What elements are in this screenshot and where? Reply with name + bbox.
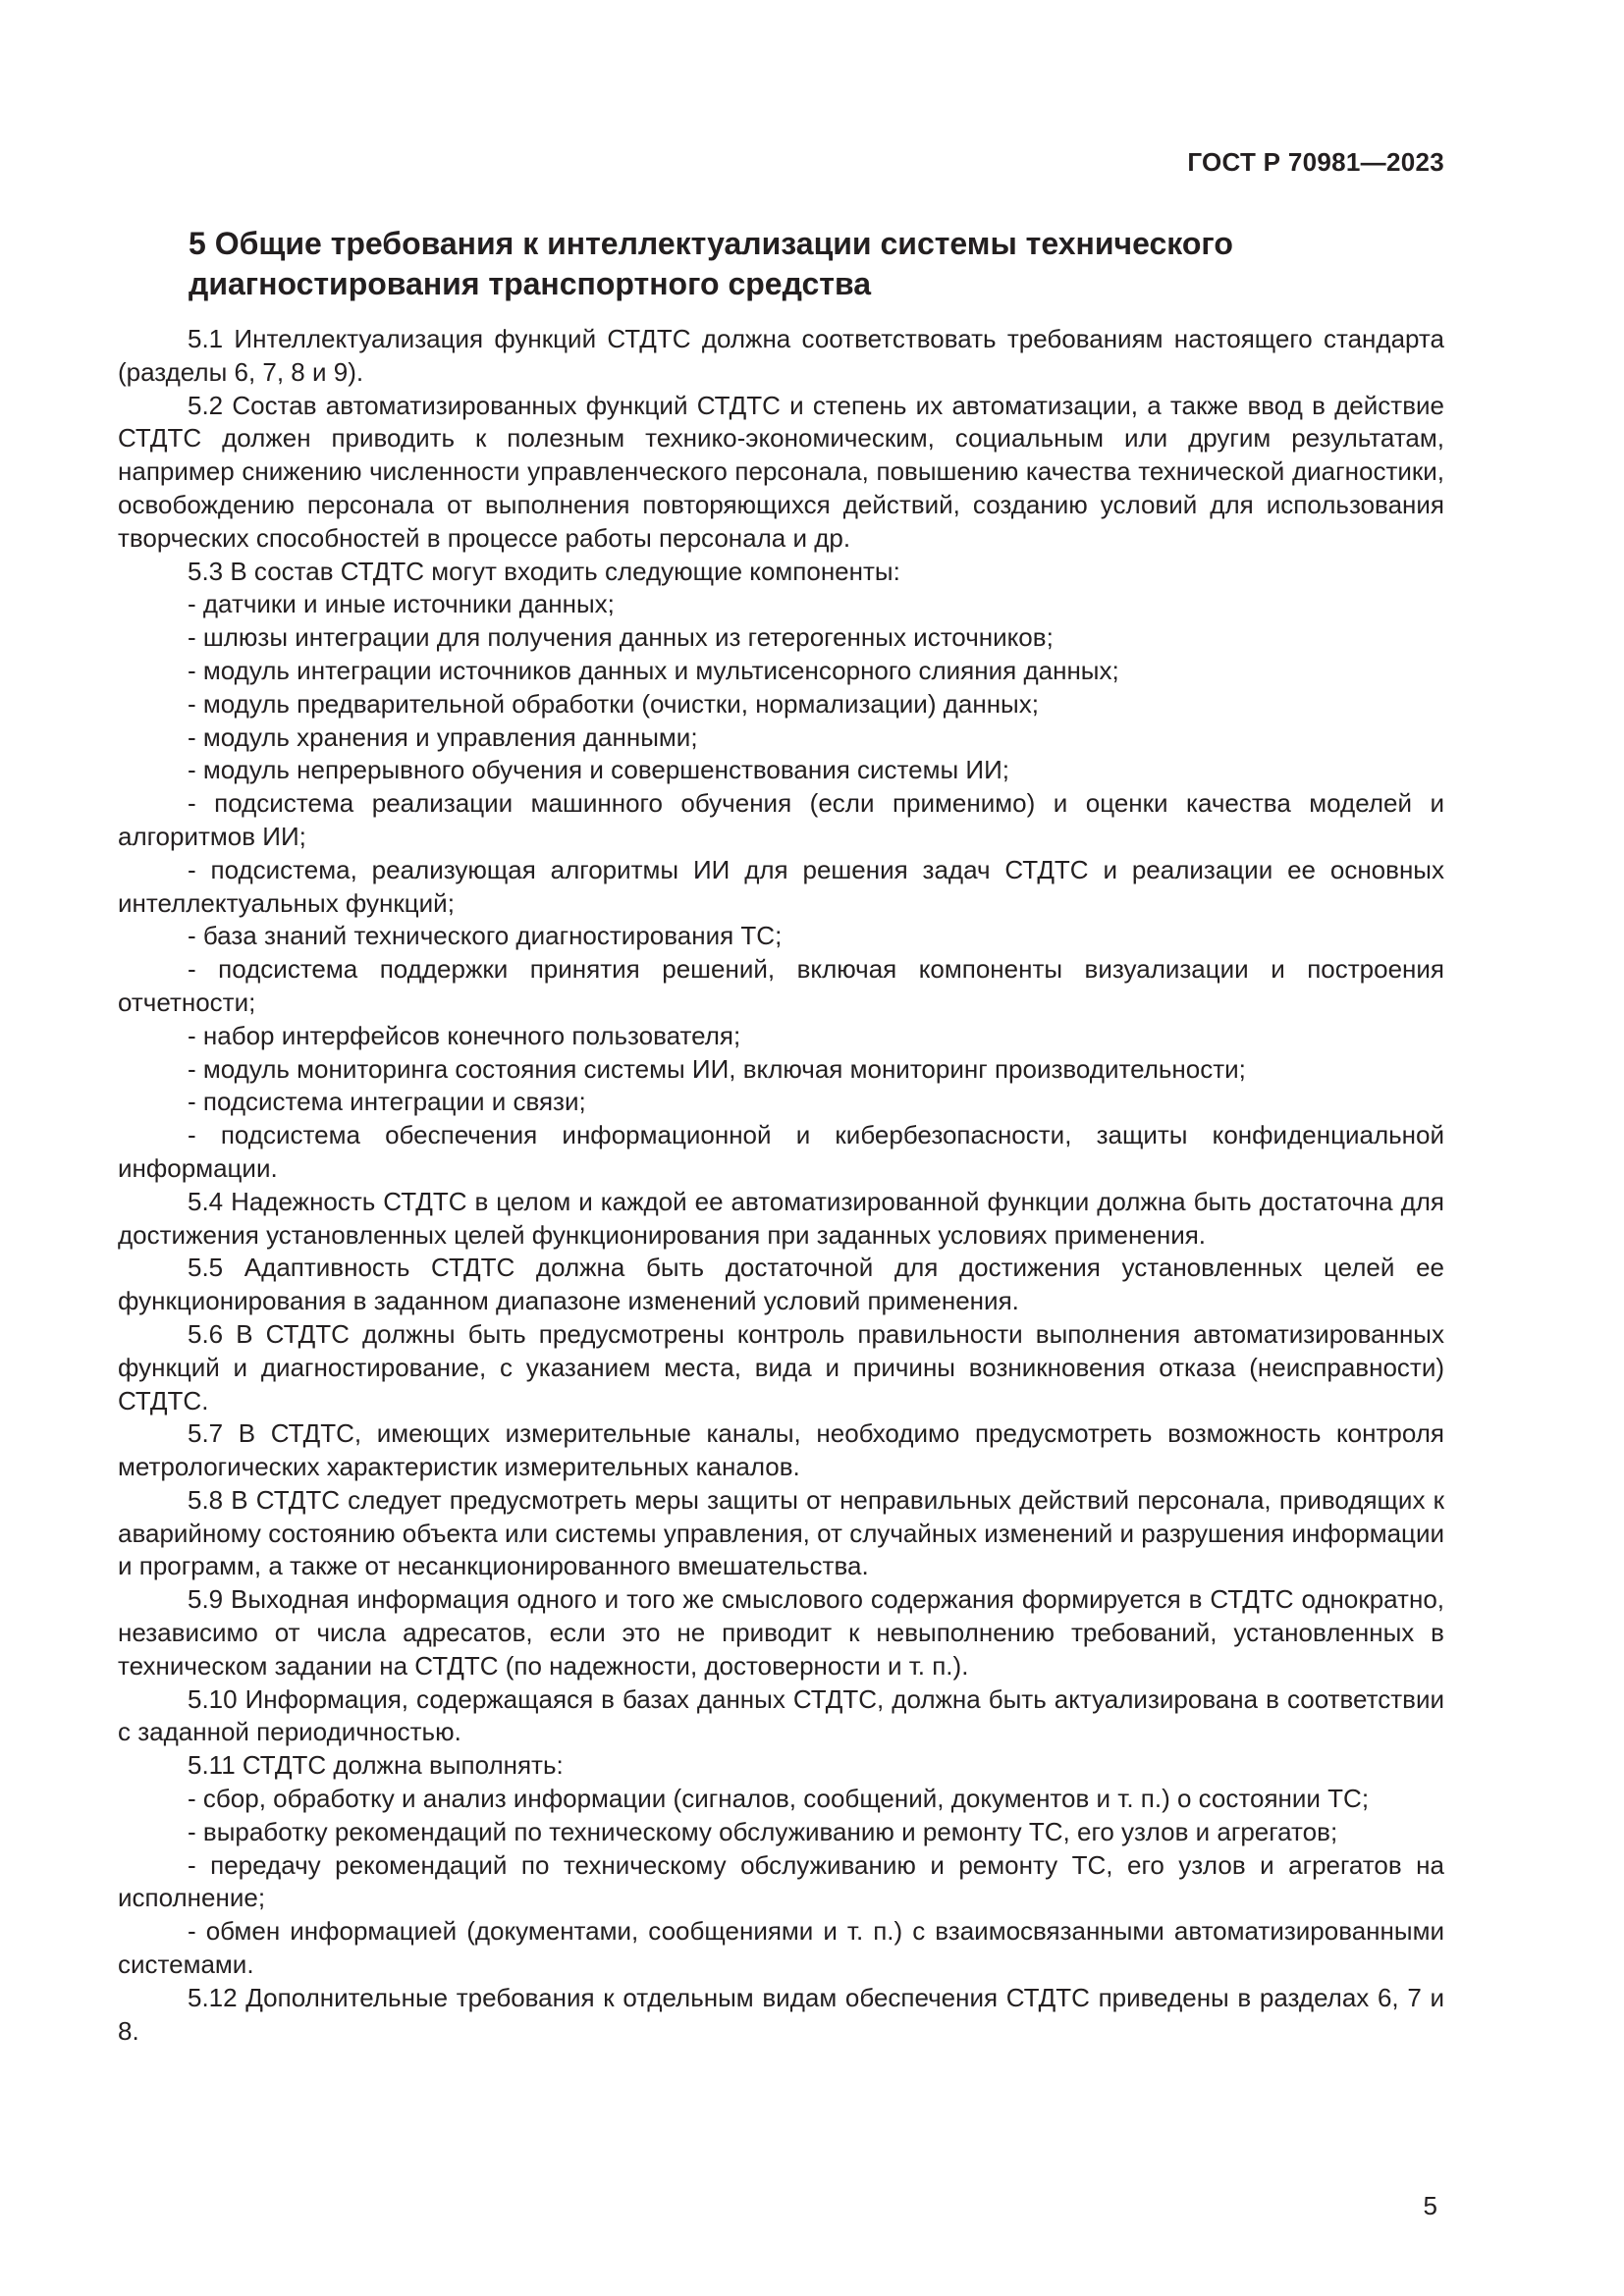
paragraph-5-6: 5.6 В СТДТС должны быть предусмотрены контроль правильности выполнения автоматизированных функций и диагностирование, с указанием места, вида и причины возникновения отказа (неисправности) СТДТС. xyxy=(118,1318,1444,1415)
list-item: - датчики и иные источники данных; xyxy=(188,589,615,619)
page-number: 5 xyxy=(1423,2191,1437,2220)
list-item: - модуль хранения и управления данными; xyxy=(188,721,698,752)
list-item: - подсистема реализации машинного обучения (если применимо) и оценки качества моделей и алгоритмов ИИ; xyxy=(118,788,1444,851)
section-title-line-1: 5 Общие требования к интеллектуализации системы технического xyxy=(189,226,1233,261)
paragraph-5-3: 5.3 В состав СТДТС могут входить следующие компоненты: xyxy=(188,556,900,586)
paragraph-5-8: 5.8 В СТДТС следует предусмотреть меры защиты от неправильных действий персонала, приводящих к аварийному состоянию объекта или системы управления, от случайных изменений и разрушения информации и программ, а также от несанкционированного вмешательства. xyxy=(118,1484,1444,1581)
list-item: - подсистема обеспечения информационной и кибербезопасности, защиты конфиденциальной информации. xyxy=(118,1120,1444,1183)
section-title xyxy=(189,224,1367,304)
list-item: - модуль интеграции источников данных и мультисенсорного слияния данных; xyxy=(188,655,1119,685)
list-item: - подсистема интеграции и связи; xyxy=(188,1087,586,1117)
section-title-line-2: диагностирования транспортного средства xyxy=(189,266,871,301)
list-item: - база знаний технического диагностирования ТС; xyxy=(188,921,783,951)
paragraph-5-10: 5.10 Информация, содержащаяся в базах данных СТДТС, должна быть актуализирована в соответствии с заданной периодичностью. xyxy=(118,1683,1444,1747)
section-body xyxy=(118,323,1444,2048)
paragraph-5-2: 5.2 Состав автоматизированных функций СТДТС и степень их автоматизации, а также ввод в действие СТДТС должен приводить к полезным технико-экономическим, социальным или другим результатам, например снижению численности управленческого персонала, повышению качества технической диагностики, освобождению персонала от выполнения повторяющихся действий, созданию условий для использования творческих способностей в процессе работы персонала и др. xyxy=(118,390,1444,553)
paragraph-5-9: 5.9 Выходная информация одного и того же смыслового содержания формируется в СТДТС однократно, независимо от числа адресатов, если это не приводит к невыполнению требований, установленных в техническом задании на СТДТС (по надежности, достоверности и т. п.). xyxy=(118,1584,1444,1681)
paragraph-5-11: 5.11 СТДТС должна выполнять: xyxy=(188,1750,564,1781)
list-item: - модуль непрерывного обучения и совершенствования системы ИИ; xyxy=(188,755,1010,785)
list-item: - подсистема поддержки принятия решений, включая компоненты визуализации и построения отчетности; xyxy=(118,954,1444,1017)
paragraph-5-4: 5.4 Надежность СТДТС в целом и каждой ее автоматизированной функции должна быть достаточна для достижения установленных целей функционирования при заданных условиях применения. xyxy=(118,1186,1444,1250)
list-item: - шлюзы интеграции для получения данных из гетерогенных источников; xyxy=(188,622,1054,653)
list-item: - набор интерфейсов конечного пользователя; xyxy=(188,1020,741,1050)
list-item: - сбор, обработку и анализ информации (сигналов, сообщений, документов и т. п.) о состоянии ТС; xyxy=(188,1784,1370,1814)
paragraph-5-12: 5.12 Дополнительные требования к отдельным видам обеспечения СТДТС приведены в разделах 6, 7 и 8. xyxy=(118,1982,1444,2046)
paragraph-5-1: 5.1 Интеллектуализация функций СТДТС должна соответствовать требованиям настоящего стандарта (разделы 6, 7, 8 и 9). xyxy=(118,324,1444,387)
list-item: - подсистема, реализующая алгоритмы ИИ для решения задач СТДТС и реализации ее основных интеллектуальных функций; xyxy=(118,854,1444,918)
list-item: - передачу рекомендаций по техническому обслуживанию и ремонту ТС, его узлов и агрегатов на исполнение; xyxy=(118,1849,1444,1913)
paragraph-5-5: 5.5 Адаптивность СТДТС должна быть достаточной для достижения установленных целей ее функционирования в заданном диапазоне изменений условий применения. xyxy=(118,1253,1444,1316)
paragraph-5-7: 5.7 В СТДТС, имеющих измерительные каналы, необходимо предусмотреть возможность контроля метрологических характеристик измерительных каналов. xyxy=(118,1418,1444,1482)
list-item: - выработку рекомендаций по техническому обслуживанию и ремонту ТС, его узлов и агрегатов; xyxy=(188,1816,1338,1846)
list-item: - модуль мониторинга состояния системы ИИ, включая мониторинг производительности; xyxy=(188,1053,1246,1084)
list-item: - модуль предварительной обработки (очистки, нормализации) данных; xyxy=(188,688,1039,719)
list-item: - обмен информацией (документами, сообщениями и т. п.) с взаимосвязанными автоматизированными системами. xyxy=(118,1916,1444,1980)
standard-header: ГОСТ Р 70981—2023 xyxy=(1187,147,1444,177)
